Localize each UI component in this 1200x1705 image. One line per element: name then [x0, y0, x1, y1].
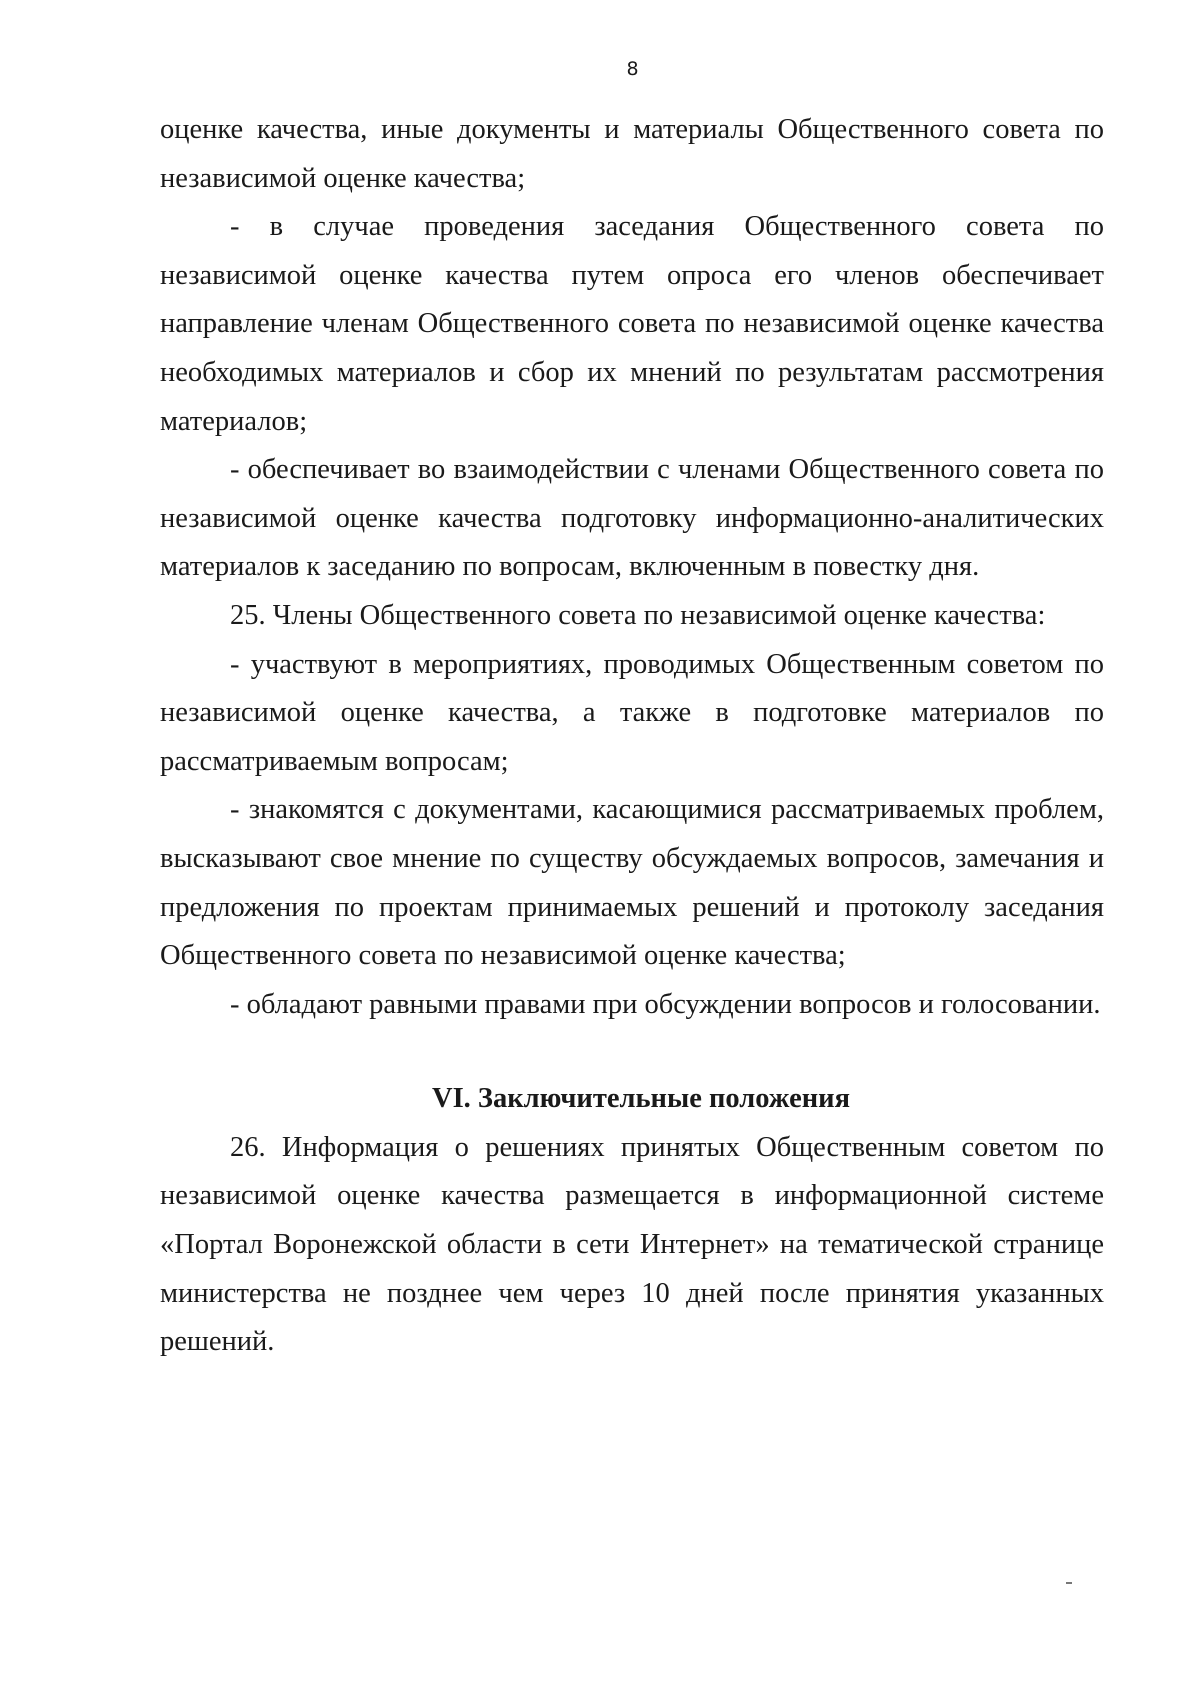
paragraph-survey-meeting: - в случае проведения заседания Общественного совета по независимой оценке качества путем опроса его членов обеспечивает направление членам Общественного совета по независимой оценке качества необходимых материалов и сбор их мнений по результатам рассмотрения материалов; — [160, 211, 1104, 437]
margin-mark — [1066, 1582, 1072, 1584]
paragraph-item-25: 25. Члены Общественного совета по независимой оценке качества: — [230, 599, 1046, 631]
paragraph-analytical-materials: - обеспечивает во взаимодействии с членами Общественного совета по независимой оценке качества подготовку информационно-аналитических материалов к заседанию по вопросам, включенным в повестку дня. — [160, 454, 1104, 583]
paragraph-continuation: оценке качества, иные документы и материалы Общественного совета по независимой оценке качества; — [160, 114, 1104, 194]
paragraph-documents: - знакомятся с документами, касающимися рассматриваемых проблем, высказывают свое мнение по существу обсуждаемых вопросов, замечания и предложения по проектам принимаемых решений и протоколу заседания Общественного совета по независимой оценке качества; — [160, 794, 1104, 972]
paragraph-participate: - участвуют в мероприятиях, проводимых Общественным советом по независимой оценке качества, а также в подготовке материалов по рассматриваемым вопросам; — [160, 648, 1104, 777]
document-body — [160, 106, 1104, 1367]
section-heading: VI. Заключительные положения — [432, 1083, 850, 1115]
page-number: 8 — [626, 58, 639, 80]
paragraph-item-26: 26. Информация о решениях принятых Общественным советом по независимой оценке качества размещается в информационной системе «Портал Воронежской области в сети Интернет» на тематической странице министерства не позднее чем через 10 дней после принятия указанных решений. — [160, 1131, 1104, 1358]
paragraph-equal-rights: - обладают равными правами при обсуждении вопросов и голосовании. — [230, 988, 1101, 1020]
